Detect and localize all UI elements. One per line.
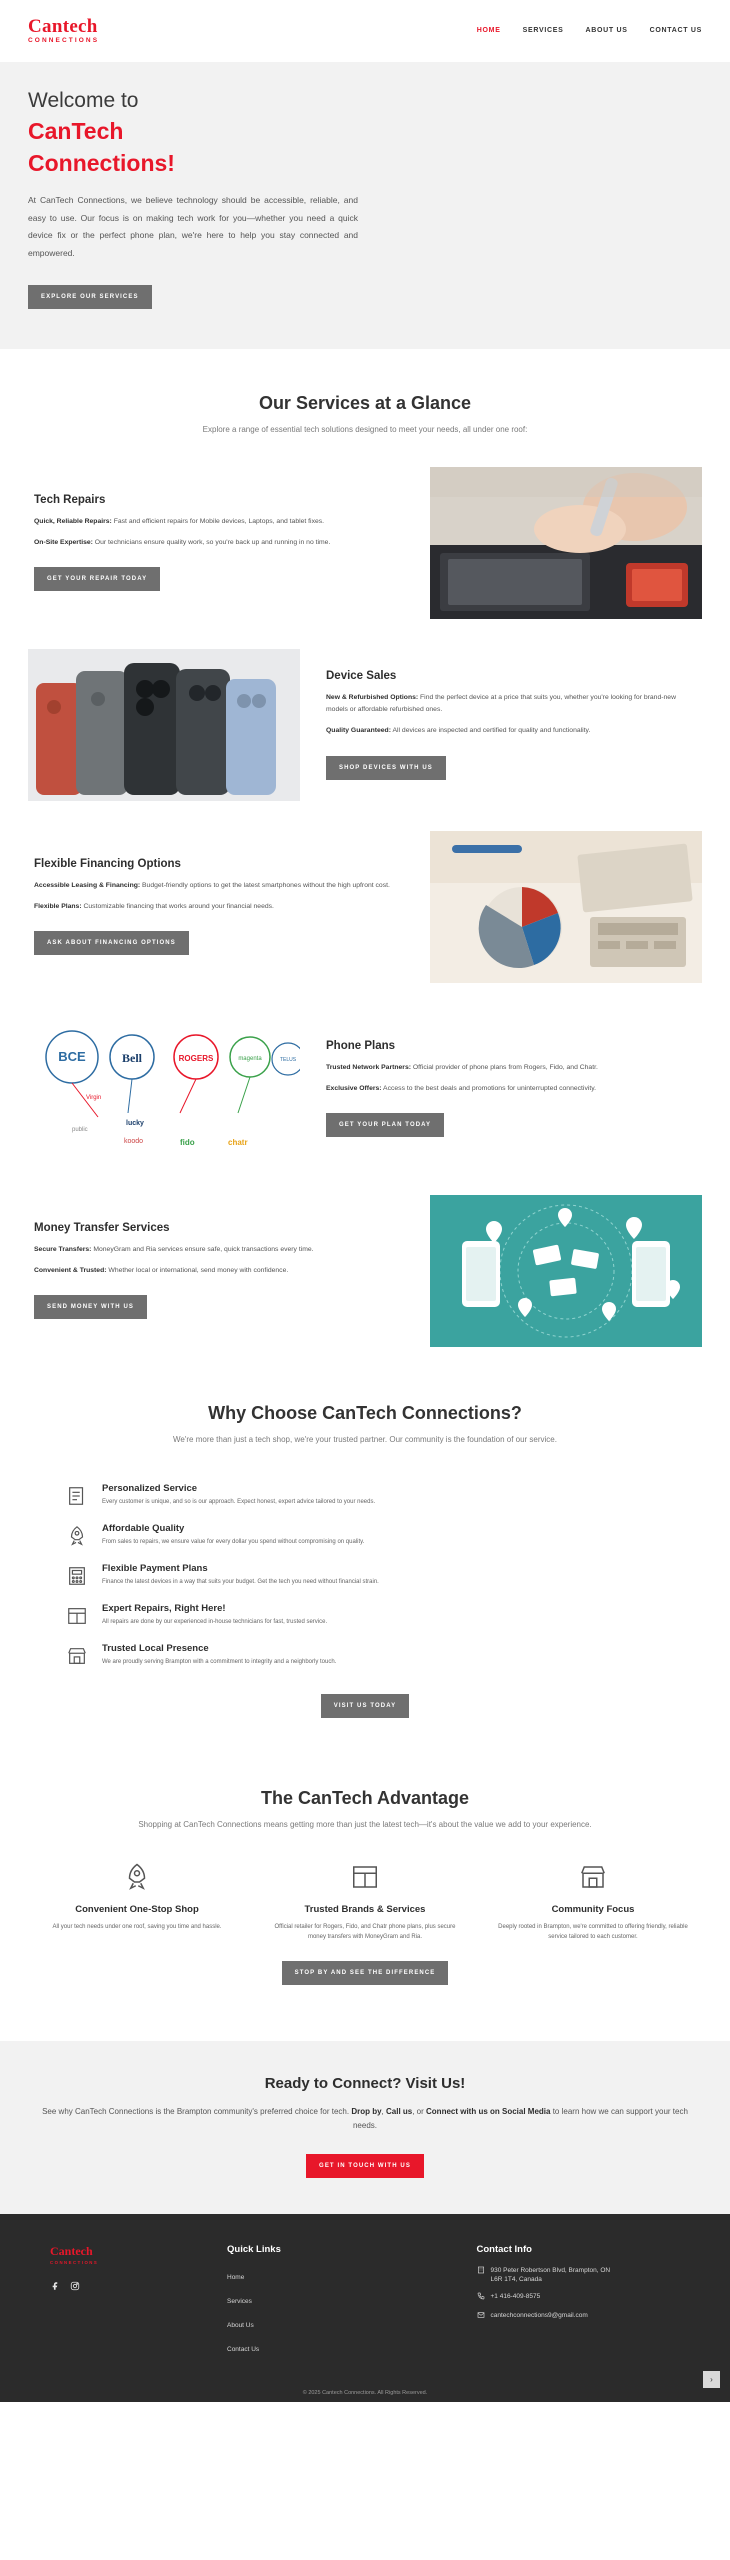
- contact-email: [477, 2311, 703, 2323]
- service-point-2: [34, 901, 404, 914]
- repair-technician-photo: [430, 467, 702, 619]
- service-point-2: [34, 537, 404, 550]
- cta-bold-social: Connect with us on Social Media: [426, 2106, 551, 2116]
- mail-icon: [477, 2311, 485, 2323]
- why-item-heading: Affordable Quality: [102, 1523, 185, 1535]
- footer-links-list: [227, 2266, 453, 2356]
- rocket-icon: [64, 1523, 90, 1549]
- cta-text-3: , or: [412, 2106, 427, 2116]
- main-navigation: [477, 27, 702, 34]
- advantage-heading: Convenient One-Stop Shop: [75, 1903, 199, 1915]
- cta-text-4: to learn how we can support your tech needs.: [352, 2106, 688, 2131]
- footer-link-item: [227, 2266, 453, 2284]
- why-item-body: [102, 1563, 379, 1588]
- window-icon: [268, 1860, 462, 1894]
- service-point-2-label: Exclusive Offers:: [326, 1084, 382, 1092]
- service-heading: Money Transfer Services: [34, 1222, 170, 1235]
- service-row-phone-plans: [28, 1013, 702, 1165]
- nav-item-contact-us[interactable]: CONTACT US: [649, 27, 702, 34]
- svg-text:chatr: chatr: [228, 1137, 248, 1147]
- logo[interactable]: [28, 17, 99, 45]
- get-in-touch-with-us-button[interactable]: GET IN TOUCH WITH US: [306, 2154, 424, 2178]
- service-row-device-sales: [28, 649, 702, 801]
- financial-charts-photo: [430, 831, 702, 983]
- footer-link-home[interactable]: Home: [227, 2273, 245, 2281]
- service-point-2: [326, 725, 696, 738]
- service-point-1-text: Fast and efficient repairs for Mobile devices, Laptops, and tablet fixes.: [111, 518, 325, 526]
- footer-link-contact-us[interactable]: Contact Us: [227, 2345, 260, 2353]
- service-point-1-text: Find the perfect device at a price that suits you, whether you're looking for brand-new models or affordable refurbished ones.: [326, 693, 676, 714]
- cta-title: Ready to Connect? Visit Us!: [264, 2074, 466, 2092]
- logo-subtext: CONNECTIONS: [28, 36, 100, 44]
- why-item-text: Every customer is unique, and so is our approach. Expect honest, expert advice tailored to your needs.: [102, 1499, 376, 1506]
- why-item-body: [102, 1483, 375, 1508]
- footer-link-about-us[interactable]: About Us: [227, 2321, 254, 2329]
- why-cta-wrap: [28, 1694, 702, 1718]
- footer-brand: [28, 2244, 203, 2362]
- service-text: [28, 858, 410, 955]
- why-item-heading: Personalized Service: [102, 1483, 198, 1495]
- svg-text:magenta: magenta: [238, 1055, 262, 1062]
- advantage-heading: Community Focus: [551, 1903, 635, 1915]
- site-header: [0, 0, 730, 62]
- service-point-1-text: Budget-friendly options to get the latest smartphones without the high upfront cost.: [140, 882, 390, 890]
- why-item: [28, 1476, 702, 1516]
- service-point-1: [34, 1244, 404, 1257]
- advantage-heading: Trusted Brands & Services: [304, 1903, 426, 1915]
- service-point-2-text: Access to the best deals and promotions for uninterrupted connectivity.: [381, 1084, 597, 1092]
- services-section: [0, 349, 730, 1357]
- why-choose-title: Why Choose CanTech Connections?: [208, 1402, 522, 1423]
- carrier-brands-diagram: [28, 1013, 300, 1165]
- footer-link-item: [227, 2314, 453, 2332]
- rocket-icon: [40, 1860, 234, 1894]
- visit-us-today-button[interactable]: VISIT US TODAY: [321, 1694, 409, 1718]
- contact-phone: [477, 2292, 703, 2304]
- service-point-2-label: Quality Guaranteed:: [326, 727, 391, 734]
- footer-quick-links-title: Quick Links: [227, 2243, 281, 2255]
- service-point-2-text: All devices are inspected and certified for quality and functionality.: [390, 727, 591, 734]
- service-point-1-label: Quick, Reliable Repairs:: [34, 518, 112, 526]
- cta-bold-call-us: Call us: [386, 2106, 413, 2116]
- why-choose-subtitle: We're more than just a tech shop, we're your trusted partner. Our community is the foundation of our service.: [173, 1434, 557, 1444]
- document-icon: [64, 1483, 90, 1509]
- footer-contact-info: [477, 2244, 703, 2362]
- hero-section: [0, 62, 730, 349]
- advantage-columns: [28, 1860, 702, 1943]
- window-icon: [64, 1603, 90, 1629]
- service-point-1-label: New & Refurbished Options:: [326, 693, 419, 701]
- service-point-1: [34, 516, 404, 529]
- service-row-money-transfer: [28, 1195, 702, 1347]
- money-transfer-illustration: [430, 1195, 702, 1347]
- why-item-heading: Flexible Payment Plans: [102, 1563, 208, 1575]
- footer-logo-subtext: CONNECTIONS: [50, 2259, 99, 2265]
- svg-text:koodo: koodo: [124, 1137, 144, 1145]
- hero-title-accent2: Connections!: [28, 150, 175, 176]
- footer-link-item: [227, 2338, 453, 2356]
- service-point-1-text: Official provider of phone plans from Rogers, Fido, and Chatr.: [410, 1064, 598, 1072]
- cta-text: [40, 2105, 690, 2134]
- advantage-column: [28, 1860, 246, 1943]
- service-point-1-label: Accessible Leasing & Financing:: [34, 882, 141, 890]
- send-money-with-us-button[interactable]: SEND MONEY WITH US: [34, 1295, 147, 1319]
- service-row-tech-repairs: [28, 467, 702, 619]
- nav-item-about-us[interactable]: ABOUT US: [585, 27, 628, 34]
- why-item-text: From sales to repairs, we ensure value for every dollar you spend without compromising on quality.: [102, 1539, 365, 1546]
- why-item-heading: Expert Repairs, Right Here!: [102, 1603, 226, 1615]
- nav-item-services[interactable]: SERVICES: [522, 27, 564, 34]
- advantage-cta-wrap: [28, 1961, 702, 1985]
- contact-address-text: [491, 2266, 611, 2286]
- svg-text:public: public: [72, 1126, 88, 1133]
- ask-about-financing-options-button[interactable]: ASK ABOUT FINANCING OPTIONS: [34, 931, 189, 955]
- contact-address: [477, 2266, 703, 2286]
- hero-paragraph: At CanTech Connections, we believe technology should be accessible, reliable, and easy to use. Our focus is on making tech work for you—whether you need a quick device fix or the perfect phone plan, we're here to help you stay connected and empowered.: [28, 194, 358, 259]
- service-point-2-text: Our technicians ensure quality work, so you're back up and running in no time.: [92, 538, 331, 546]
- why-item: [28, 1636, 702, 1676]
- why-item-text: We are proudly serving Brampton with a commitment to integrity and a neighborly touch.: [102, 1659, 337, 1666]
- services-subtitle: Explore a range of essential tech solutions designed to meet your needs, all under one roof:: [202, 425, 528, 435]
- cta-text-1: See why CanTech Connections is the Brampton community's preferred choice for tech.: [42, 2106, 352, 2116]
- cta-bold-drop-by: Drop by: [351, 2106, 382, 2116]
- why-item-heading: Trusted Local Presence: [102, 1643, 209, 1655]
- footer-contact-title: Contact Info: [476, 2243, 532, 2255]
- svg-text:BCE: BCE: [58, 1048, 86, 1064]
- advantage-text: Official retailer for Rogers, Fido, and Chatr phone plans, plus secure money transfers with MoneyGram and Ria.: [274, 1923, 456, 1941]
- cta-text-2: ,: [381, 2106, 386, 2116]
- svg-text:lucky: lucky: [126, 1119, 144, 1127]
- advantage-column: [256, 1860, 474, 1943]
- why-item-text: All repairs are done by our experienced in-house technicians for fast, trusted service.: [102, 1619, 328, 1626]
- hero-title-line1: Welcome to: [28, 89, 139, 112]
- why-choose-section: [0, 1357, 730, 1749]
- service-point-1-text: MoneyGram and Ria services ensure safe, quick transactions every time.: [91, 1246, 314, 1254]
- explore-our-services-button[interactable]: EXPLORE OUR SERVICES: [28, 285, 152, 309]
- service-point-2-text: Customizable financing that works around your financial needs.: [81, 902, 274, 910]
- svg-text:Bell: Bell: [122, 1050, 142, 1065]
- store-icon: [64, 1643, 90, 1669]
- service-text: [28, 494, 410, 591]
- svg-text:Virgin: Virgin: [86, 1094, 102, 1101]
- why-choose-list: [28, 1476, 702, 1676]
- service-heading: Flexible Financing Options: [34, 858, 181, 871]
- footer-link-item: [227, 2290, 453, 2308]
- facebook-icon[interactable]: [50, 2281, 61, 2292]
- get-your-plan-today-button[interactable]: GET YOUR PLAN TODAY: [326, 1113, 444, 1137]
- why-item-body: [102, 1643, 336, 1668]
- shop-devices-with-us-button[interactable]: SHOP DEVICES WITH US: [326, 756, 446, 780]
- hero-title-accent1: CanTech: [28, 118, 124, 145]
- contact-email-text[interactable]: cantechconnections9@gmail.com: [490, 2311, 588, 2319]
- advantage-text: All your tech needs under one roof, saving you time and hassle.: [52, 1923, 222, 1930]
- why-item-body: [102, 1603, 327, 1628]
- logo-text: Cantech: [28, 15, 98, 37]
- contact-address-line1: 930 Peter Robertson Blvd, Brampton, ON: [490, 2266, 611, 2274]
- contact-address-line2: L6R 1T4, Canada: [490, 2276, 542, 2284]
- why-item-body: [102, 1523, 364, 1548]
- phone-icon: [477, 2292, 485, 2304]
- store-icon: [496, 1860, 690, 1894]
- advantage-subtitle: Shopping at CanTech Connections means getting more than just the latest tech—it's about the value we add to your experience.: [138, 1820, 592, 1830]
- building-icon: [477, 2266, 485, 2278]
- why-item-text: Finance the latest devices in a way that suits your budget. Get the tech you need without financial strain.: [102, 1579, 379, 1586]
- footer-logo-text: Cantech: [50, 2243, 93, 2258]
- service-point-2: [326, 1083, 696, 1096]
- svg-text:ROGERS: ROGERS: [178, 1053, 214, 1063]
- service-point-1: [326, 1062, 696, 1075]
- advantage-section: [0, 1748, 730, 2015]
- footer-link-services[interactable]: Services: [227, 2297, 252, 2305]
- service-point-1: [326, 692, 696, 717]
- service-heading: Tech Repairs: [34, 494, 106, 507]
- contact-phone-text[interactable]: +1 416-409-8575: [490, 2293, 541, 2301]
- service-point-1-label: Trusted Network Partners:: [326, 1064, 411, 1072]
- footer-wrapper: [0, 2214, 730, 2402]
- nav-item-home[interactable]: HOME: [476, 27, 501, 34]
- footer-socials: [50, 2281, 203, 2292]
- advantage-title: The CanTech Advantage: [260, 1788, 470, 1809]
- why-item: [28, 1556, 702, 1596]
- service-point-2-label: Convenient & Trusted:: [34, 1266, 107, 1274]
- service-text: [28, 1222, 410, 1319]
- instagram-icon[interactable]: [69, 2281, 80, 2292]
- footer-quick-links: [227, 2244, 453, 2362]
- service-point-1-label: Secure Transfers:: [34, 1246, 92, 1254]
- advantage-text: Deeply rooted in Brampton, we're committed to offering friendly, reliable service tailored to each customer.: [498, 1923, 688, 1941]
- why-item: [28, 1516, 702, 1556]
- service-point-2-label: On-Site Expertise:: [34, 538, 93, 546]
- hero-title: [28, 88, 702, 178]
- why-item: [28, 1596, 702, 1636]
- copyright-text: © 2025 Cantech Connections. All Rights Reserved.: [0, 2374, 730, 2402]
- service-point-2: [34, 1265, 404, 1278]
- stop-by-and-see-the-difference-button[interactable]: STOP BY AND SEE THE DIFFERENCE: [282, 1961, 449, 1985]
- service-point-2-label: Flexible Plans:: [34, 902, 82, 910]
- site-footer: [0, 2214, 730, 2374]
- cta-section: [0, 2041, 730, 2214]
- back-to-top-button[interactable]: ›: [703, 2371, 720, 2388]
- service-heading: Device Sales: [326, 669, 397, 682]
- svg-text:TELUS: TELUS: [279, 1056, 297, 1063]
- service-point-1: [34, 880, 404, 893]
- smartphones-lineup-photo: [28, 649, 300, 801]
- service-point-2-text: Whether local or international, send money with confidence.: [106, 1266, 289, 1274]
- service-row-flexible-financing: [28, 831, 702, 983]
- service-text: [320, 670, 702, 780]
- service-text: [320, 1040, 702, 1137]
- advantage-column: [484, 1860, 702, 1943]
- get-your-repair-today-button[interactable]: GET YOUR REPAIR TODAY: [34, 567, 160, 591]
- service-heading: Phone Plans: [326, 1040, 396, 1053]
- services-title: Our Services at a Glance: [258, 393, 472, 414]
- calculator-icon: [64, 1563, 90, 1589]
- svg-text:fido: fido: [180, 1137, 195, 1147]
